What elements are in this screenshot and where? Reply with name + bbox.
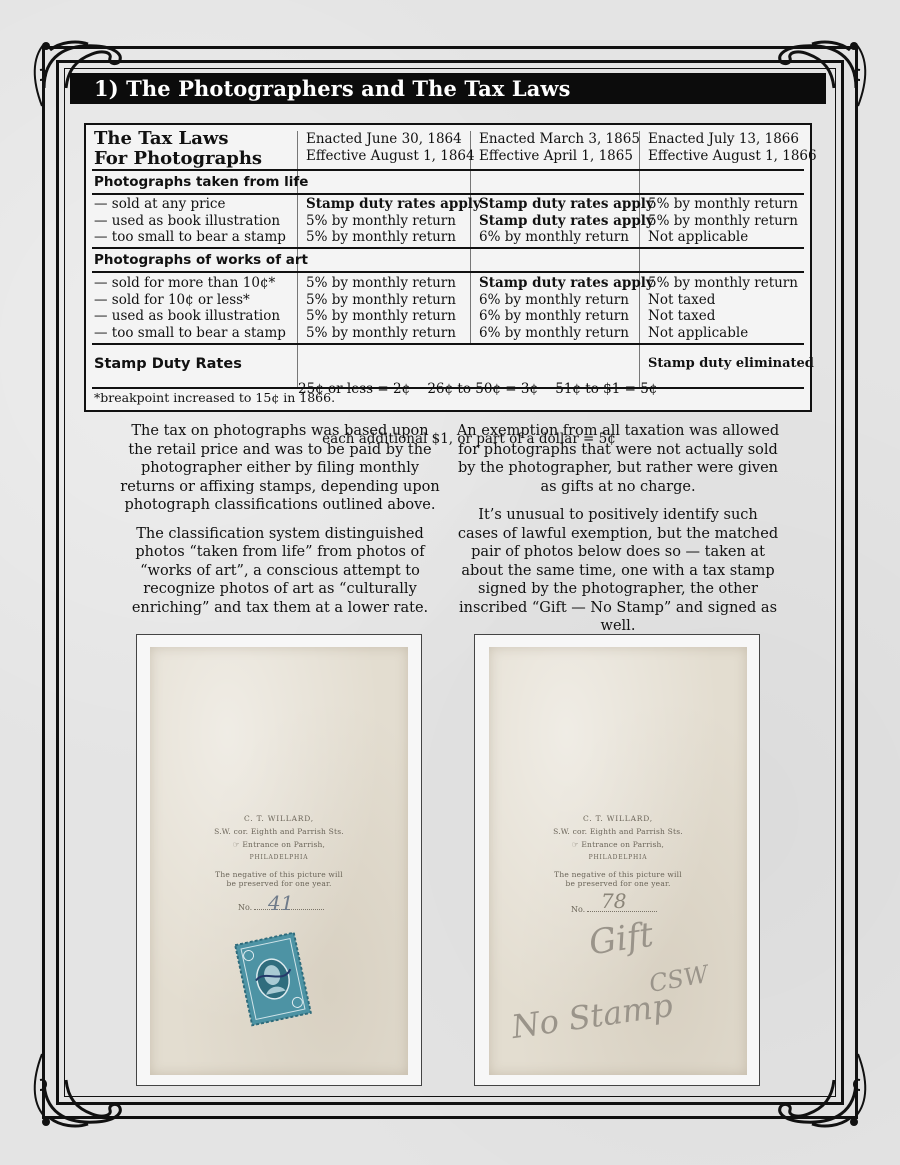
stamp-rates-values: 25¢ or less = 2¢ 26¢ to 50¢ = 3¢ 51¢ to $1 = 5¢ each additional $1, or part of a dollar = 5¢ bbox=[298, 381, 658, 447]
side-ornament-left-bottom bbox=[30, 1050, 52, 1120]
page-title: 1) The Photographers and The Tax Laws bbox=[70, 73, 826, 104]
life-col-1864: Stamp duty rates apply 5% by monthly return 5% by monthly return bbox=[306, 196, 481, 245]
section-heading-art: Photographs of works of art bbox=[94, 252, 308, 268]
rule bbox=[92, 343, 804, 345]
handwritten-gift: Gift bbox=[586, 914, 656, 964]
stamp-rates-1866: Stamp duty eliminated bbox=[648, 356, 814, 371]
handwritten-number-left: 41 bbox=[268, 891, 294, 915]
left-paragraph-2: The classification system distinguished photos “taken from life” from photos of “works of art”, a conscious attempt to recognize photos of art as “culturally enriching” and tax them at a lower rate. bbox=[131, 525, 429, 616]
life-col-1865: Stamp duty rates apply Stamp duty rates apply 6% by monthly return bbox=[479, 196, 654, 245]
column-header-1866: Enacted July 13, 1866 Effective August 1, 1866 bbox=[648, 131, 817, 164]
photo-card-left bbox=[150, 647, 408, 1075]
side-ornament-right-bottom bbox=[848, 1050, 870, 1120]
section-heading-life: Photographs taken from life bbox=[94, 174, 309, 190]
column-header-1864: Enacted June 30, 1864 Effective August 1, 1864 bbox=[306, 131, 475, 164]
right-paragraph-2: It’s unusual to positively identify such cases of lawful exemption, but the matched pair of photos below does so — taken at about the same time, one with a tax stamp signed by the photographer, the other inscribed “Gift — No Stamp” and signed as well. bbox=[457, 507, 779, 634]
photo-mount-left bbox=[136, 634, 422, 1086]
side-ornament-right-top bbox=[848, 40, 870, 110]
revenue-stamp bbox=[234, 931, 312, 1026]
photo-mount-right bbox=[474, 634, 760, 1086]
tax-laws-table bbox=[84, 123, 817, 447]
art-col-1864: 5% by monthly return 5% by monthly return 5% by monthly return 5% by monthly return bbox=[306, 275, 456, 341]
table-title: The Tax Laws For Photographs bbox=[94, 128, 263, 169]
rule bbox=[92, 271, 804, 273]
rule bbox=[92, 169, 804, 171]
rule bbox=[92, 247, 804, 249]
art-col-1865: Stamp duty rates apply 6% by monthly return 6% by monthly return 6% by monthly return bbox=[479, 275, 654, 341]
rule bbox=[92, 193, 804, 195]
left-text-column bbox=[120, 422, 440, 627]
card-imprint-left: C. T. WILLARD, S.W. cor. Eighth and Parrish Sts. ☞ Entrance on Parrish, PHILADELPHIA The negative of this picture will be preserved for one year. bbox=[214, 814, 344, 888]
rule bbox=[92, 387, 804, 389]
handwritten-number-right: 78 bbox=[601, 889, 627, 913]
handwritten-no-stamp: No Stamp bbox=[509, 985, 675, 1047]
left-paragraph-1: The tax on photographs was based upon the retail price and was to be paid by the photographer either by filing monthly returns or affixing stamps, depending upon photograph classifications outlined above. bbox=[120, 423, 440, 513]
column-divider bbox=[470, 267, 471, 345]
handwritten-initials: CSW bbox=[647, 960, 711, 998]
stamp-rates-label: Stamp Duty Rates bbox=[94, 356, 242, 372]
card-number-right: No. bbox=[571, 905, 657, 914]
art-col-1866: 5% by monthly return Not taxed Not taxed Not applicable bbox=[648, 275, 798, 341]
card-imprint-right: C. T. WILLARD, S.W. cor. Eighth and Parrish Sts. ☞ Entrance on Parrish, PHILADELPHIA The negative of this picture will be preserved for one year. bbox=[553, 814, 683, 888]
art-row-labels: — sold for more than 10¢* — sold for 10¢ or less* — used as book illustration — too small to bear a stamp bbox=[94, 275, 286, 341]
right-text-column bbox=[456, 422, 780, 646]
life-row-labels: — sold at any price — used as book illustration — too small to bear a stamp bbox=[94, 196, 286, 245]
table-footnote: *breakpoint increased to 15¢ in 1866. bbox=[94, 390, 336, 405]
life-col-1866: 5% by monthly return 5% by monthly return Not applicable bbox=[648, 196, 798, 245]
column-header-1865: Enacted March 3, 1865 Effective April 1, 1865 bbox=[479, 131, 640, 164]
card-number-left: No. bbox=[238, 903, 324, 912]
photo-card-right bbox=[489, 647, 747, 1075]
right-paragraph-1: An exemption from all taxation was allowed for photographs that were not actually sold by the photographer, but rather were given as gifts at no charge. bbox=[456, 423, 780, 495]
side-ornament-left-top bbox=[30, 40, 52, 110]
